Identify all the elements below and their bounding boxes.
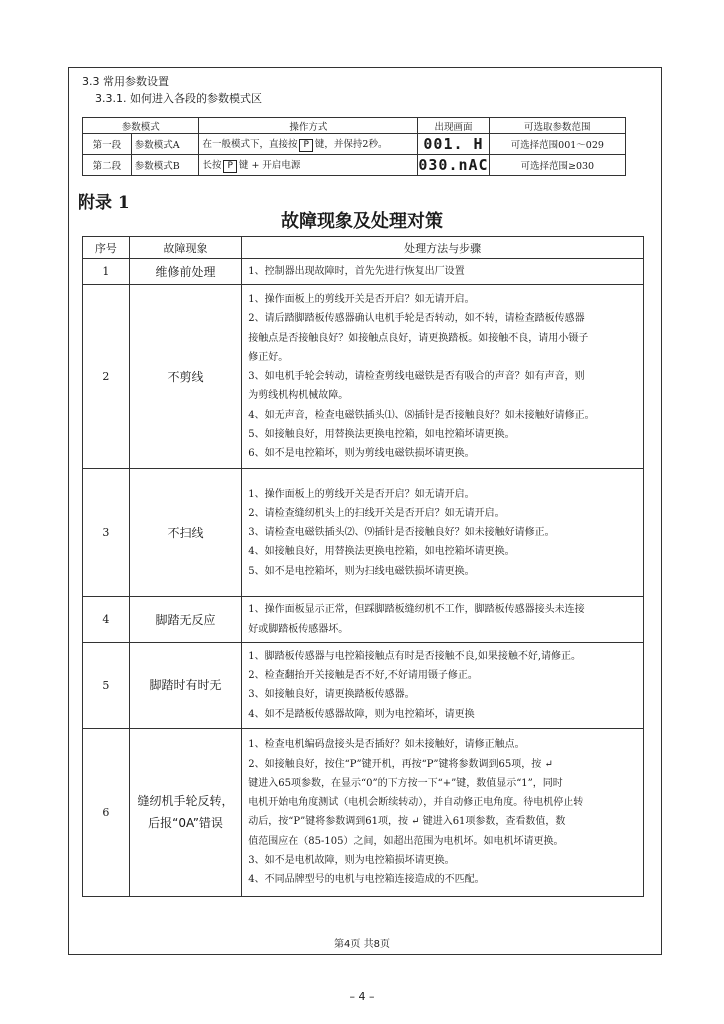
fault-table-body	[83, 259, 644, 897]
fault-phenomenon	[129, 728, 242, 896]
page-count: 第4页 共8页	[334, 939, 390, 950]
fault-step-line: 4、如无声音，检查电磁铁插头⑴、⑻插针是否接触良好？如未接触好请修正。	[248, 409, 595, 421]
appendix-label: 附录 1	[78, 193, 130, 213]
fault-row	[83, 597, 644, 643]
fault-step-line: 3、请检查电磁铁插头⑵、⑼插针是否接触良好？如未接触好请修正。	[248, 527, 555, 539]
header-no: 序号	[83, 237, 130, 259]
fault-step-line: 4、如接触良好，用替换法更换电控箱，如电控箱坏请更换。	[248, 546, 515, 558]
fault-row	[83, 469, 644, 597]
fault-step-line: 1、检查电机编码盘接头是否插好？如未接触好，请修正触点。	[248, 739, 525, 751]
fault-no: 2	[83, 285, 130, 469]
fault-step-line: 1、控制器出现故障时，首先先进行恢复出厂设置	[248, 266, 465, 277]
fault-steps	[242, 597, 644, 643]
mode-label: 参数模式A	[131, 134, 199, 155]
param-mode-table	[82, 117, 626, 176]
fault-phenomenon	[129, 469, 242, 597]
display-readout: 030.nAC	[418, 156, 489, 174]
fault-step-line: 1、脚踏板传感器与电控箱接触点有时是否接触不良,如果接触不好,请修正。	[248, 650, 582, 662]
header-steps: 处理方法与步骤	[242, 237, 644, 259]
fault-step-line: 好或脚踏板传感器坏。	[248, 623, 349, 635]
display-readout: 001. H	[418, 134, 489, 155]
fault-no: 4	[83, 597, 130, 643]
fault-step-line: 接触点是否接触良好？如接触点良好，请更换踏板。如接触不良，请用小镊子	[248, 332, 589, 344]
fault-step-line: 3、如电机手轮会转动，请检查剪线电磁铁是否有吸合的声音？如有声音，则	[248, 371, 585, 383]
fault-phenomenon-line: 不扫线	[167, 525, 204, 540]
fault-table-header	[83, 237, 644, 259]
subsection-title: 3.3.1. 如何进入各段的参数模式区	[95, 92, 262, 105]
fault-phenomenon-line: 维修前处理	[155, 264, 216, 279]
operation-text	[199, 134, 418, 155]
fault-phenomenon	[129, 259, 242, 285]
fault-step-line: 4、不同品牌型号的电机与电控箱连接造成的不匹配。	[248, 874, 485, 886]
param-table-header	[83, 118, 626, 134]
fault-step-line: 键进入65项参数，在显示“0”的下方按一下“+”键，数值显示“1”，同时	[248, 777, 563, 789]
fault-step-line: 5、如接触良好，用替换法更换电控箱，如电控箱坏请更换。	[248, 429, 515, 441]
fault-row	[83, 285, 644, 469]
fault-steps	[242, 728, 644, 896]
fault-phenomenon-line: 后报“0A”错误	[148, 816, 223, 831]
page-number: – 4 –	[349, 990, 375, 1003]
fault-step-line: 6、如不是电控箱坏，则为剪线电磁铁损坏请更换。	[248, 448, 475, 460]
fault-phenomenon-line: 脚踏无反应	[155, 612, 216, 627]
operation-text	[199, 155, 418, 176]
fault-step-line: 2、检查翻抬开关接触是否不好,不好请用镊子修正。	[248, 670, 478, 682]
fault-table	[82, 236, 644, 897]
appendix-heading: 故障现象及处理对策	[281, 211, 443, 232]
fault-phenomenon-line: 缝纫机手轮反转，	[137, 794, 234, 809]
fault-step-line: 修正好。	[248, 351, 289, 363]
fault-phenomenon-line: 脚踏时有时无	[149, 678, 222, 693]
fault-row	[83, 642, 644, 728]
operation-text-before: 在一般模式下，直接按	[202, 139, 298, 150]
fault-step-line: 1、操作面板上的剪线开关是否开启？如无请开启。	[248, 293, 475, 305]
fault-step-line: 2、请后踏脚踏板传感器确认电机手轮是否转动，如不转，请检查踏板传感器	[248, 313, 585, 325]
fault-steps	[242, 285, 644, 469]
fault-no: 3	[83, 469, 130, 597]
header-display: 出现画面	[418, 118, 489, 134]
fault-no: 1	[83, 259, 130, 285]
fault-step-line: 1、操作面板显示正常，但踩脚踏板缝纫机不工作，脚踏板传感器接头未连接	[248, 604, 585, 616]
fault-no: 5	[83, 642, 130, 728]
fault-step-line: 电机开始电角度测试（电机会断续转动），并自动修正电角度。待电机停止转	[248, 797, 584, 809]
fault-phenomenon-line: 不剪线	[167, 369, 204, 384]
fault-step-line: 1、操作面板上的剪线开关是否开启？如无请开启。	[248, 488, 475, 500]
operation-text-after: 键 + 开启电源	[238, 160, 301, 171]
fault-phenomenon	[129, 597, 242, 643]
fault-step-line: 值范围应在（85-105）之间，如超出范围为电机坏。如电机坏请更换。	[248, 835, 564, 847]
header-operation: 操作方式	[199, 118, 418, 134]
fault-phenomenon	[129, 285, 242, 469]
p-key-icon: P	[299, 139, 312, 152]
header-param-mode: 参数模式	[83, 118, 199, 134]
fault-step-line: 2、如接触良好，按住“P”键开机，再按“P”键将参数调到65项，按 ↵	[248, 758, 553, 770]
fault-steps	[242, 642, 644, 728]
fault-steps	[242, 259, 644, 285]
fault-row	[83, 728, 644, 896]
range-text: 可选择范围≥030	[489, 155, 625, 176]
range-text: 可选择范围001～029	[489, 134, 625, 155]
fault-step-line: 4、如不是踏板传感器故障，则为电控箱坏，请更换	[248, 708, 475, 720]
fault-step-line: 5、如不是电控箱坏，则为扫线电磁铁损坏请更换。	[248, 565, 475, 577]
fault-step-line: 3、如接触良好，请更换踏板传感器。	[248, 689, 415, 701]
fault-steps	[242, 469, 644, 597]
fault-step-line: 动后，按“P”键将参数调到61项，按 ↵ 键进入61项参数，查看数值，数	[248, 816, 566, 828]
header-range: 可选取参数范围	[489, 118, 625, 134]
param-row	[83, 134, 626, 155]
fault-step-line: 2、请检查缝纫机头上的扫线开关是否开启？如无请开启。	[248, 507, 505, 519]
fault-row	[83, 259, 644, 285]
fault-no: 6	[83, 728, 130, 896]
mode-label: 参数模式B	[131, 155, 199, 176]
section-title: 3.3 常用参数设置	[82, 75, 169, 88]
param-row	[83, 155, 626, 176]
operation-text-before: 长按	[202, 160, 222, 171]
operation-text-after: 键，并保持2秒。	[314, 139, 388, 150]
segment-label: 第一段	[83, 134, 132, 155]
fault-step-line: 3、如不是电机故障，则为电控箱损坏请更换。	[248, 854, 455, 866]
fault-phenomenon	[129, 642, 242, 728]
fault-step-line: 为剪线机构机械故障。	[248, 390, 349, 402]
header-phenomenon: 故障现象	[129, 237, 242, 259]
segment-label: 第二段	[83, 155, 132, 176]
p-key-icon: P	[223, 160, 236, 173]
